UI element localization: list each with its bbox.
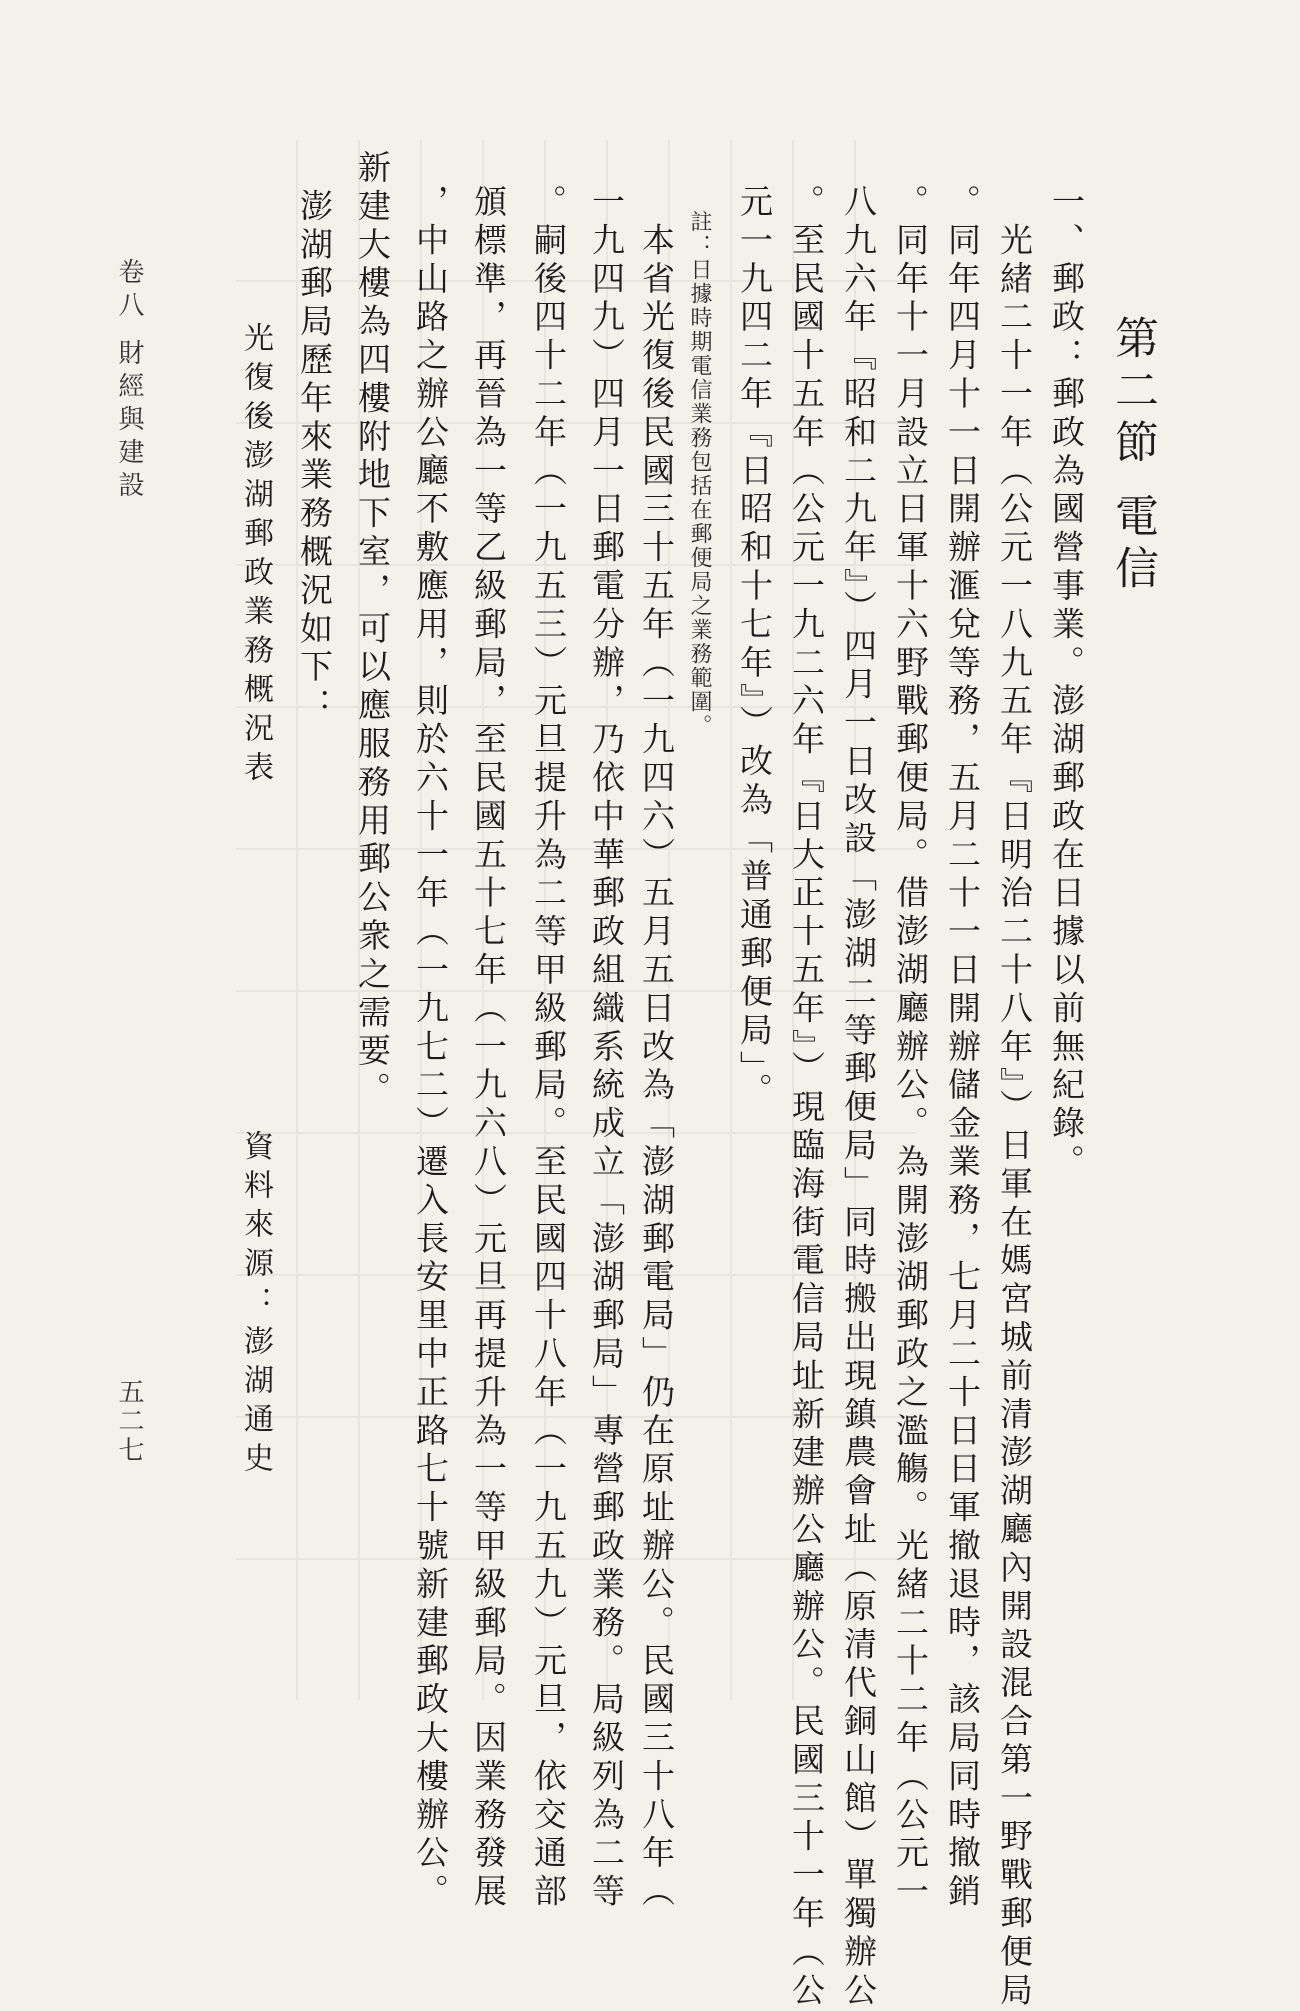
page-number: 五二七 bbox=[114, 1378, 144, 1465]
table-source: 資料來源：澎湖通史 bbox=[238, 1130, 273, 1481]
text-column: 光緒二十一年（公元一八九五年『日明治二十八年』）日軍在媽宮城前清澎湖廳內開設混合第一野戰郵便局 bbox=[995, 184, 1034, 2011]
text-column: 本省光復後民國三十五年（一九四六）五月五日改為「澎湖郵電局」仍在原址辦公。民國三十八年（ bbox=[637, 184, 676, 1912]
text-column: 一九四九）四月一日郵電分辦，乃依中華郵政組織系統成立「澎湖郵局」專營郵政業務。局級列為二等 bbox=[587, 184, 626, 1912]
text-column: 。至民國十五年（公元一九二六年『日大正十五年』）現臨海街電信局址新建辦公廳辦公。民國三十一年（公 bbox=[787, 184, 826, 2011]
margin-label: 卷八 財經與建設 bbox=[114, 258, 144, 505]
postal-table-title: 光復後澎湖郵政業務概況表 bbox=[238, 322, 273, 790]
text-column: 元一九四二年『日昭和十七年』）改為「普通郵便局」。 bbox=[735, 184, 774, 1111]
text-column: 。嗣後四十二年（一九五三）元旦提升為二等甲級郵局。至民國四十八年（一九五九）元旦，依交通部 bbox=[529, 184, 568, 1912]
text-column: 八九六年『昭和二九年』）四月一日改設「澎湖二等郵便局」同時搬出現鎮農會址（原清代銅山館）單獨辦公 bbox=[839, 184, 878, 2011]
text-column: 澎湖郵局歷年來業務概況如下： bbox=[295, 150, 334, 726]
text-column: 新建大樓為四樓附地下室，可以應服務用郵公衆之需要。 bbox=[353, 150, 392, 1110]
section-title: 第二節 電信 bbox=[1107, 315, 1158, 597]
text-column: ，中山路之辦公廳不敷應用，則於六十一年（一九七二）遷入長安里中正路七十號新建郵政大樓辦公。 bbox=[411, 184, 450, 1912]
footnote-column: 註：日據時期電信業務包括在郵便局之業務範圍。 bbox=[687, 186, 712, 738]
text-column: 。同年十一月設立日軍十六野戰郵便局。借澎湖廳辦公。為開澎湖郵政之濫觴。光緒二十二年（公元一 bbox=[891, 184, 930, 1912]
text-column: 一、郵政：郵政為國營事業。澎湖郵政在日據以前無紀錄。 bbox=[1047, 184, 1086, 1183]
text-column: 頒標準，再晉為一等乙級郵局，至民國五十七年（一九六八）元旦再提升為一等甲級郵局。因業務發展 bbox=[469, 184, 508, 1912]
text-column: 。同年四月十一日開辦滙兌等務，五月二十一日開辦儲金業務，七月二十日日軍撤退時，該局同時撤銷 bbox=[943, 184, 982, 1912]
